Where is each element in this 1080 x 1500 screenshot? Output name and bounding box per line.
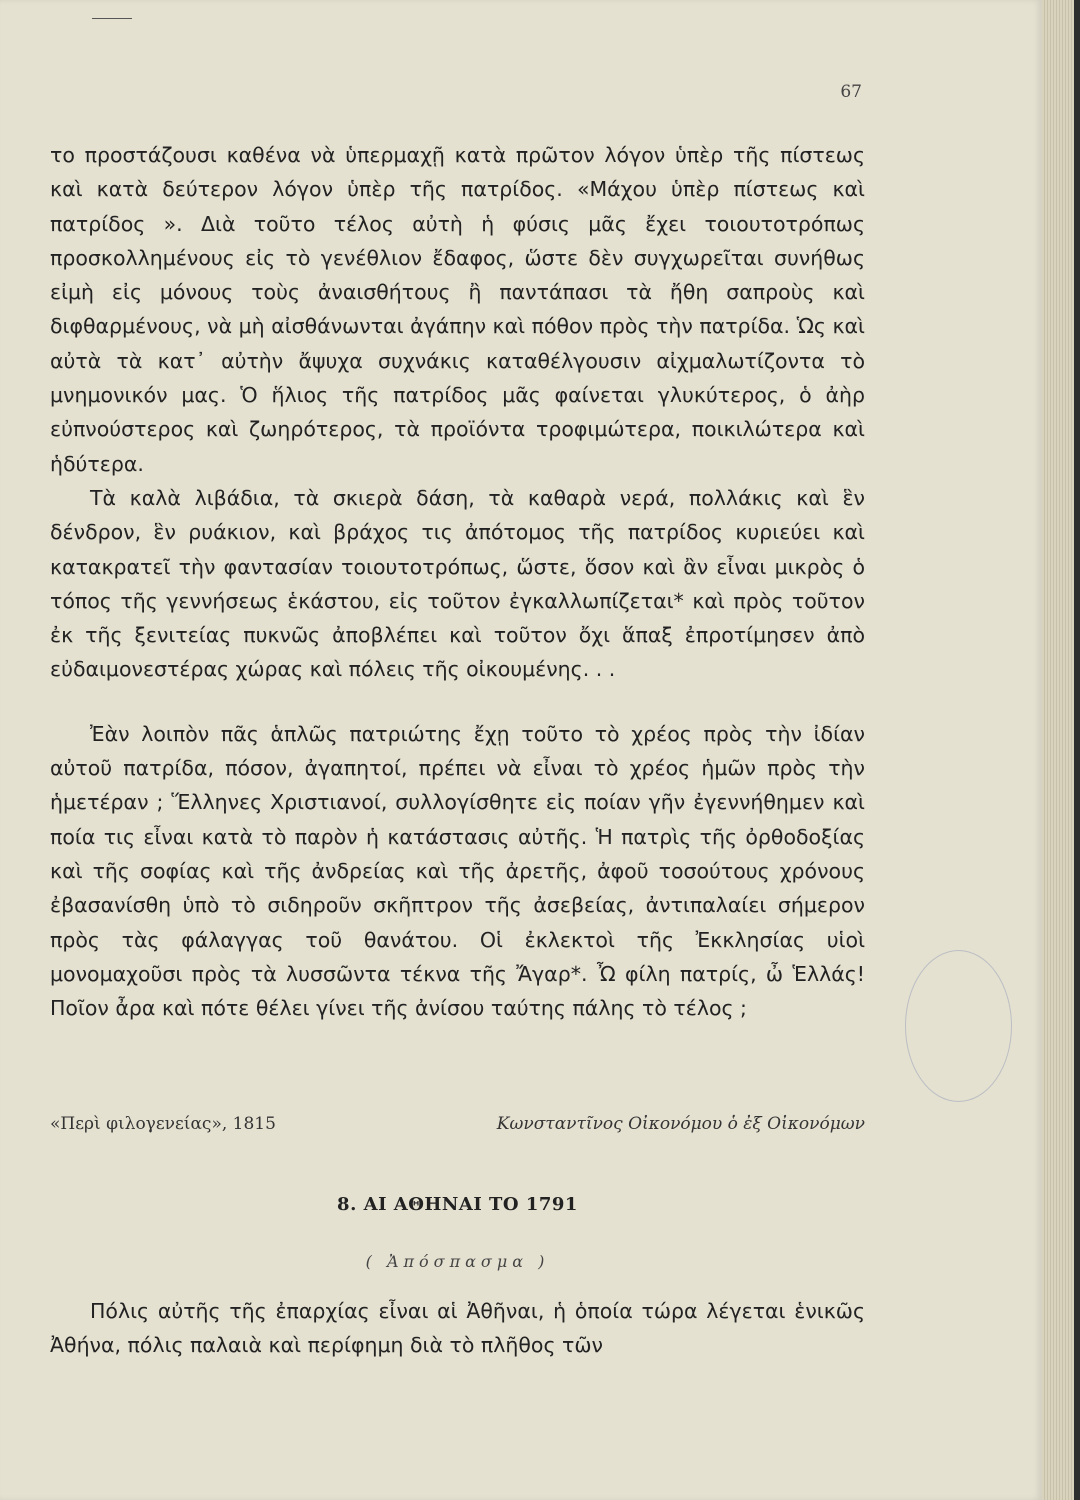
section-subtitle: ( Ἀπόσπασμα ) [365, 1252, 550, 1271]
paragraph: Πόλις αὐτῆς τῆς ἐπαρχίας εἶναι αἱ Ἀθῆναι, ἡ ὁποία τώρα λέγεται ἑνικῶς Ἀθήνα, πόλις παλαιὰ καὶ περίφημη διὰ τὸ πλῆθος τῶν [50, 1299, 865, 1358]
section-title: 8. ΑΙ ΑΘΗΝΑΙ ΤΟ 1791 [337, 1194, 578, 1215]
paragraph: Ἐὰν λοιπὸν πᾶς ἁπλῶς πατριώτης ἔχῃ τοῦτο τὸ χρέος πρὸς τὴν ἰδίαν αὐτοῦ πατρίδα, πόσον, ἀγαπητοί, πρέπει νὰ εἶναι τὸ χρέος ἡμῶν πρὸς τὴν ἡμετέραν ; Ἕλληνες Χριστιανοί, συλλογίσθητε εἰς ποίαν γῆν ἐγεννήθημεν καὶ ποία τις εἶναι κατὰ τὸ παρὸν ἡ κατάστασις αὐτῆς. Ἡ πατρὶς τῆς ὀρθοδοξίας καὶ τῆς σοφίας καὶ τῆς ἀνδρείας καὶ τῆς ἀρετῆς, ἀφοῦ τοσούτους χρόνους ἐβασανίσθη ὑπὸ τὸ σιδηροῦν σκῆπτρον τῆς ἀσεβείας, ἀντιπαλαίει σήμερον πρὸς τὰς φάλαγγας τοῦ θανάτου. Οἱ ἐκλεκτοὶ τῆς Ἐκκλησίας υἱοὶ μονομαχοῦσι πρὸς τὰ λυσσῶντα τέκνα τῆς Ἄγαρ*. Ὦ φίλη πατρίς, ὦ Ἑλλάς! Ποῖον ἆρα καὶ πότε θέλει γίνει τῆς ἀνίσου ταύτης πάλης τὸ τέλος ; [50, 721, 865, 1021]
page-mark [92, 18, 132, 19]
section-text [50, 1294, 865, 1363]
citation [50, 1114, 865, 1146]
page-number: 67 [840, 82, 862, 102]
author-name: Κωνσταντῖνος Οἰκονόμου ὁ ἐξ Οἰκονόμων [496, 1114, 865, 1134]
book-cover-edge [1074, 0, 1080, 1500]
main-text [50, 138, 865, 1025]
paragraph: Τὰ καλὰ λιβάδια, τὰ σκιερὰ δάση, τὰ καθαρὰ νερά, πολλάκις καὶ ἓν δένδρον, ἓν ρυάκιον, καὶ βράχος τις ἀπότομος τῆς πατρίδος κυριεύει καὶ κατακρατεῖ τὴν φαντασίαν τοιουτοτρόπως, ὥστε, ὅσον καὶ ἂν εἶναι μικρὸς ὁ τόπος τῆς γεννήσεως ἑκάστου, εἰς τοῦτον ἐγκαλλωπίζεται* καὶ πρὸς τοῦτον ἐκ τῆς ξενιτείας πυκνῶς ἀποβλέπει καὶ τοῦτον ὄχι ἅπαξ ἐπροτίμησεν ἀπὸ εὐδαιμονεστέρας χώρας καὶ πόλεις τῆς οἰκουμένης. . . [50, 485, 865, 682]
paragraph: το προστάζουσι καθένα νὰ ὑπερμαχῇ κατὰ πρῶτον λόγον ὑπὲρ τῆς πίστεως καὶ κατὰ δεύτερον λόγον ὑπὲρ τῆς πατρίδος. «Μάχου ὑπὲρ πίστεως καὶ πατρίδος ». Διὰ τοῦτο τέλος αὐτὴ ἡ φύσις μᾶς ἔχει τοιουτοτρόπως προσκολλημένους εἰς τὸ γενέθλιον ἔδαφος, ὥστε δὲν συγχωρεῖται συνήθως εἰμὴ εἰς μόνους τοὺς ἀναισθήτους ἢ παντάπασι τὰ ἤθη σαπροὺς καὶ διφθαρμένους, νὰ μὴ αἰσθάνωνται ἀγάπην καὶ πόθον πρὸς τὴν πατρίδα. Ὡς καὶ αὐτὰ τὰ κατ᾿ αὐτὴν ἄψυχα συχνάκις καταθέλγουσιν αἰχμαλωτίζοντα τὸ μνημονικόν μας. Ὁ ἥλιος τῆς πατρίδος μᾶς φαίνεται γλυκύτερος, ὁ ἀὴρ εὐπνούστερος καὶ ζωηρότερος, τὰ προϊόντα τροφιμώτερα, ποικιλώτερα καὶ ἡδύτερα. [50, 143, 865, 476]
library-stamp [905, 950, 1012, 1102]
source-title: «Περὶ φιλογενείας», 1815 [50, 1114, 276, 1134]
